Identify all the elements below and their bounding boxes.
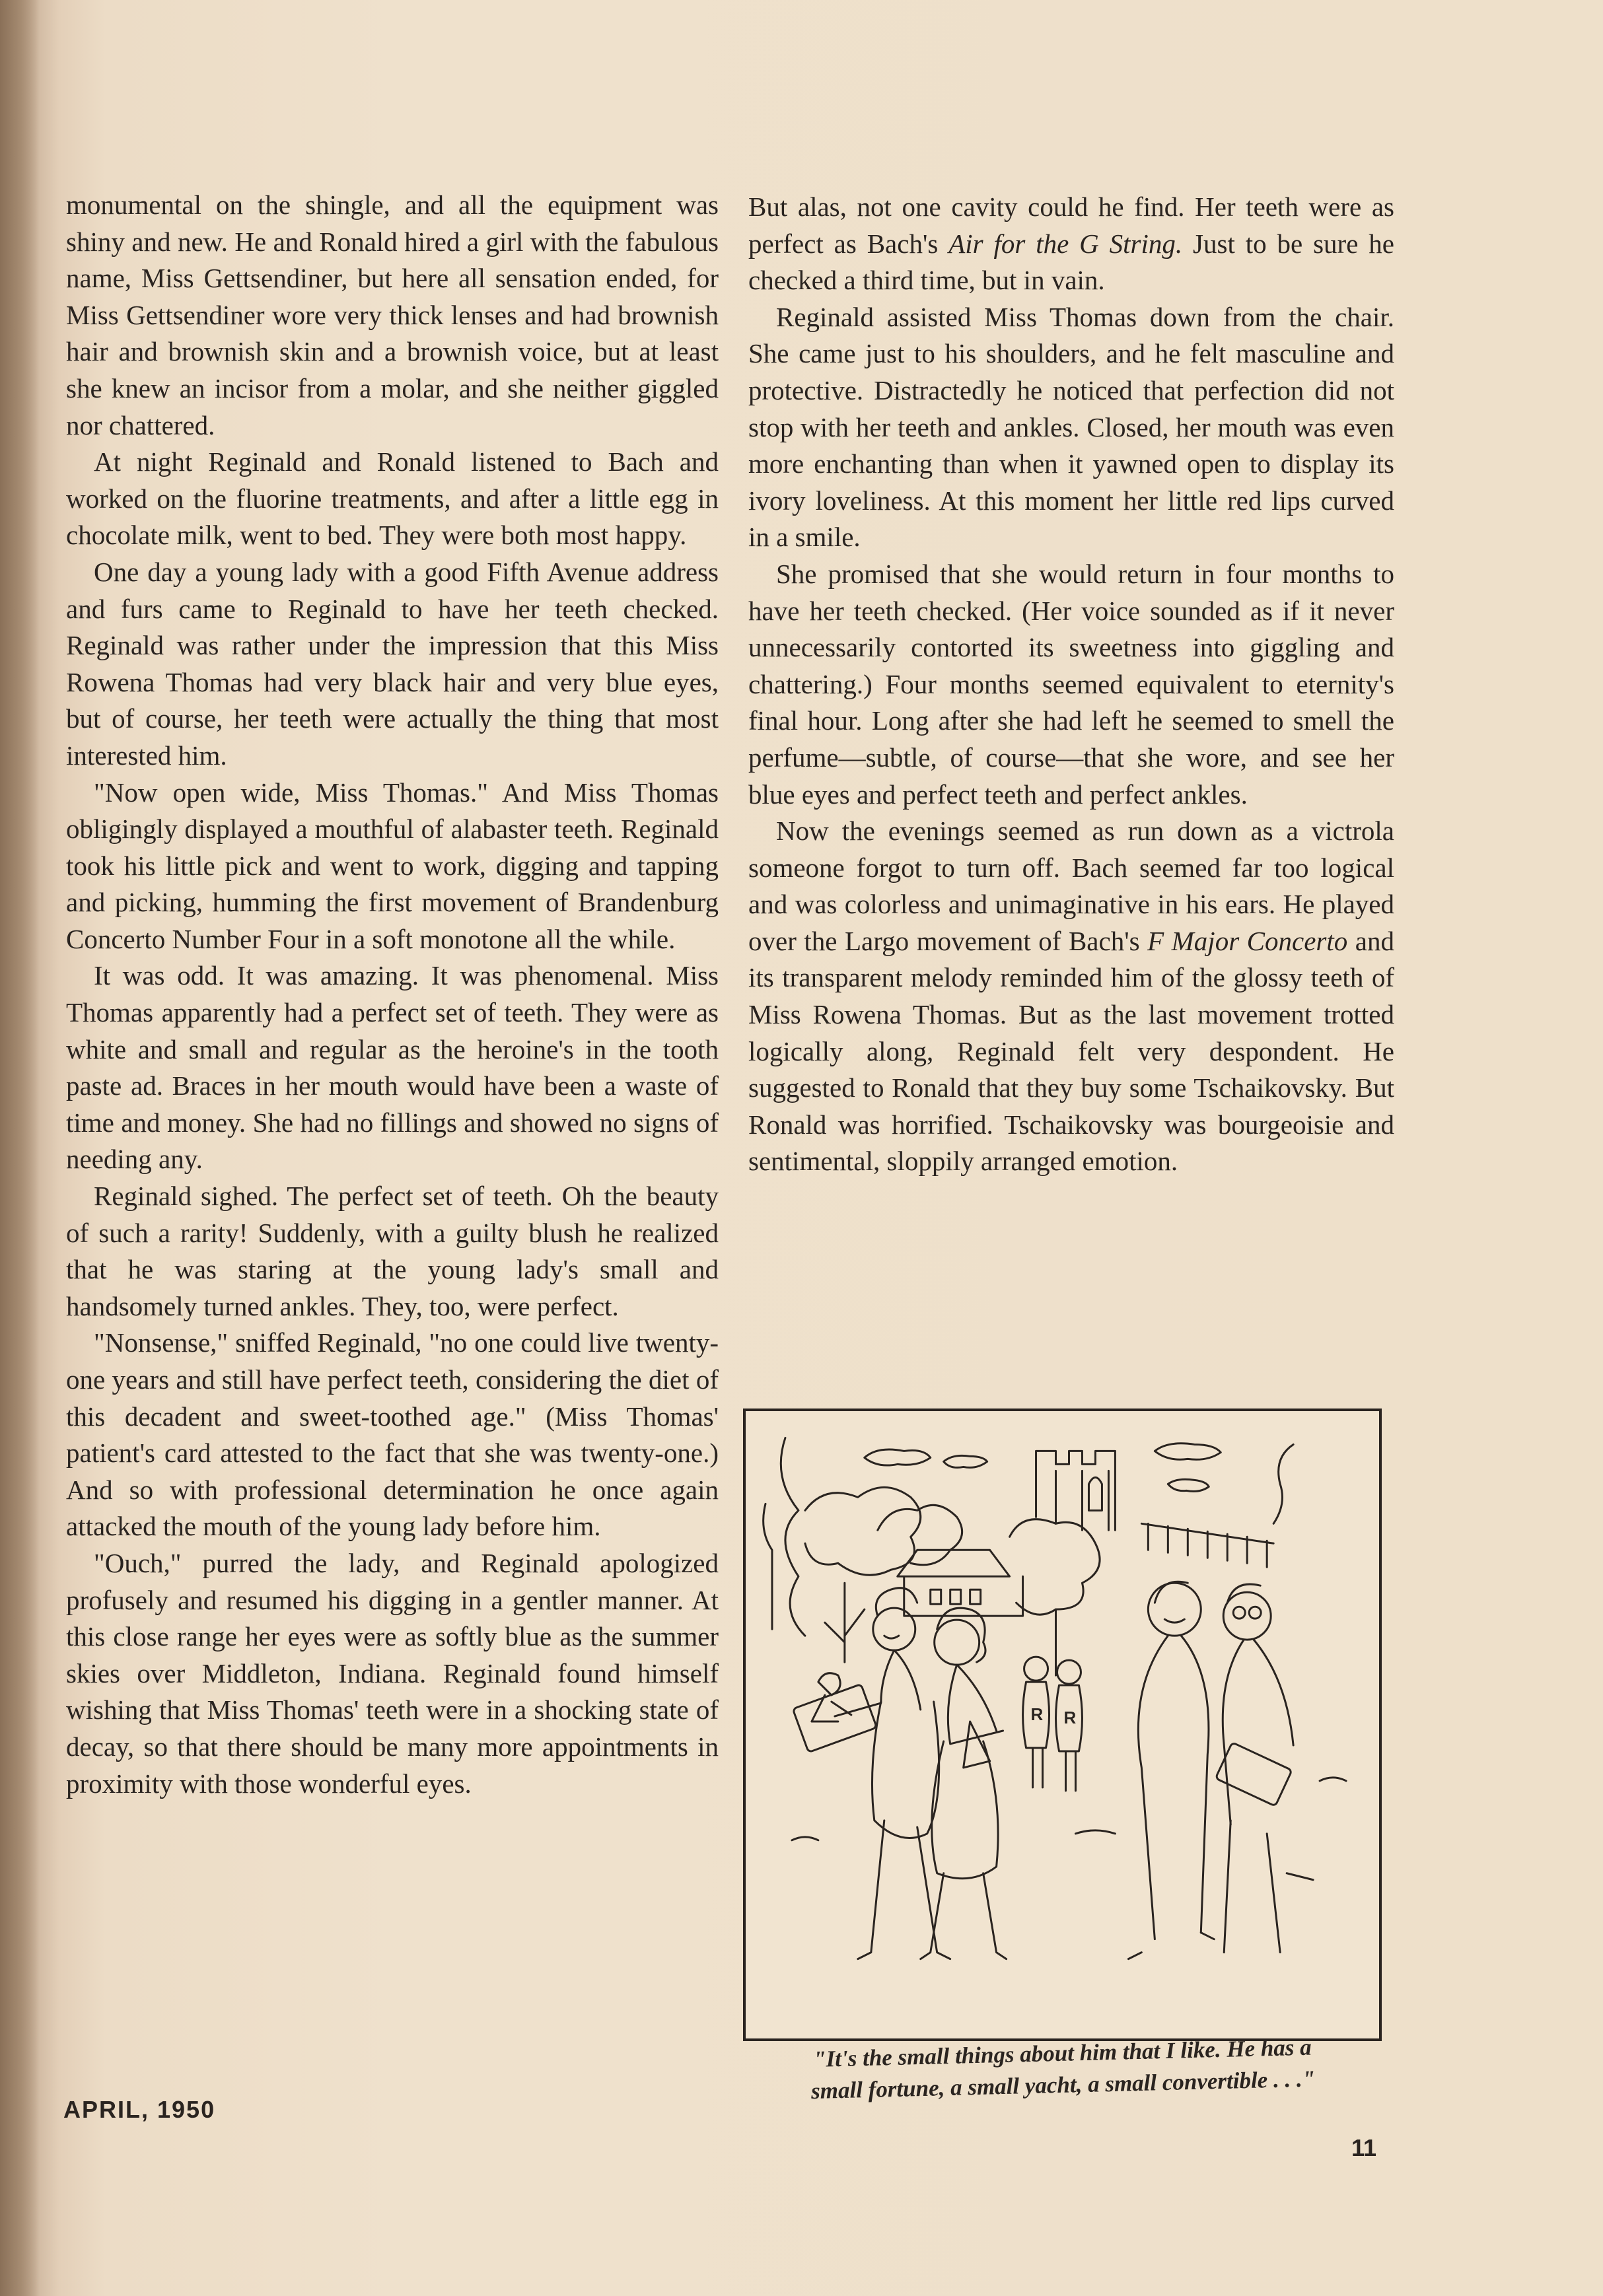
paragraph: Reginald sighed. The perfect set of teeth. Oh the beauty of such a rarity! Suddenly, with a guilty blush he realized that he was staring at the young lady's small and handsomely turned ankles. They, too, were perfect. [66, 1181, 719, 1321]
paragraph: One day a young lady with a good Fifth Avenue address and furs came to Reginald to have her teeth checked. Reginald was rather under the impression that this Miss Rowena Thomas had very black hair and very blue eyes, but of course, her teeth were actually the thing that most interested him. [66, 556, 719, 771]
paragraph [748, 813, 1394, 1180]
paragraph: She promised that she would return in four months to have her teeth checked. (Her voice sounded as if it never unnecessarily contorted its sweetness into giggling and chattering.) Four months seemed equivalent to eternity's final hour. Long after she had left he seemed to smell the perfume—subtle, of course—that she wore, and see her blue eyes and perfect teeth and perfect ankles. [748, 558, 1394, 810]
sweater-letter: R [1063, 1708, 1077, 1728]
text-run: Just to be sure he checked a third time, but in vain. [748, 228, 1394, 296]
paragraph: "Nonsense," sniffed Reginald, "no one could live twenty-one years and still have perfect teeth, considering the diet of this decadent and sweet-toothed age." (Miss Thomas' patient's card attested to the fact that she was twenty-one.) And so with professional determination he once again attacked the mouth of the young lady before him. [66, 1327, 719, 1542]
italic-title: Air for the G String. [948, 228, 1183, 259]
caption-line: small fortune, a small yacht, a small convertible . . ." [810, 2066, 1316, 2105]
page-number: 11 [1351, 2134, 1377, 2161]
paragraph: At night Reginald and Ronald listened to Bach and worked on the fluorine treatments, and after a little egg in chocolate milk, went to bed. They were both most happy. [66, 446, 719, 551]
page-spine-shadow [0, 0, 40, 2296]
paragraph: "Ouch," purred the lady, and Reginald apologized profusely and resumed his digging in a gentler manner. At this close range her eyes were as softly blue as the summer skies over Middleton, Indiana. Reginald found himself wishing that Miss Thomas' teeth were in a shocking state of decay, so that there should be many more appointments in proximity with those wonderful eyes. [66, 1547, 719, 1799]
paragraph: "Now open wide, Miss Thomas." And Miss Thomas obligingly displayed a mouthful of alabaster teeth. Reginald took his little pick and went to work, digging and tapping and picking, humming the first movement of Brandenburg Concerto Number Four in a soft monotone all the while. [66, 777, 719, 954]
paragraph [748, 189, 1394, 299]
caption-line: "It's the small things about him that I like. He has a [812, 2034, 1312, 2072]
paragraph: Reginald assisted Miss Thomas down from the chair. She came just to his shoulders, and he felt masculine and protective. Distractedly he noticed that perfection did not stop with her teeth and ankles. Closed, her mouth was even more enchanting than when it yawned open to display its ivory loveliness. At this moment her little red lips curved in a smile. [748, 301, 1394, 553]
right-column [748, 189, 1394, 1180]
text-run: and its transparent melody reminded him of the glossy teeth of Miss Rowena Thomas. But as the last movement trotted logically along, Reginald felt very despondent. He suggested to Ronald that they buy some Tschaikovsky. But Ronald was horrified. Tschaikovsky was bourgeoisie and sentimental, sloppily arranged emotion. [748, 925, 1395, 1177]
left-column [66, 187, 719, 1802]
cartoon-illustration [743, 1409, 1382, 2041]
cartoon-caption [732, 2030, 1394, 2109]
sweater-letter: R [1030, 1704, 1044, 1725]
text-run: But alas, not one cavity could he find. Her teeth were as perfect as Bach's [748, 191, 1394, 259]
paragraph: monumental on the shingle, and all the equipment was shiny and new. He and Ronald hired a girl with the fabulous name, Miss Gettsendiner, but here all sensation ended, for Miss Gettsendiner wore very thick lenses and had brownish hair and brownish skin and a brownish voice, but at least she knew an incisor from a molar, and she neither giggled nor chattered. [66, 190, 719, 440]
cartoon-illustration-icon [746, 1411, 1379, 2038]
italic-title: F Major Concerto [1147, 925, 1348, 956]
paragraph: It was odd. It was amazing. It was phenomenal. Miss Thomas apparently had a perfect set of teeth. They were as white and small and regular as the heroine's in the tooth paste ad. Braces in her mouth would have been a waste of time and money. She had no fillings and showed no signs of needing any. [66, 960, 719, 1175]
text-run: Now the evenings seemed as run down as a victrola someone forgot to turn off. Bach seemed far too logical and was colorless and unimaginative in his ears. He played over the Largo movement of Bach's [748, 816, 1394, 956]
issue-date: APRIL, 1950 [63, 2096, 216, 2123]
